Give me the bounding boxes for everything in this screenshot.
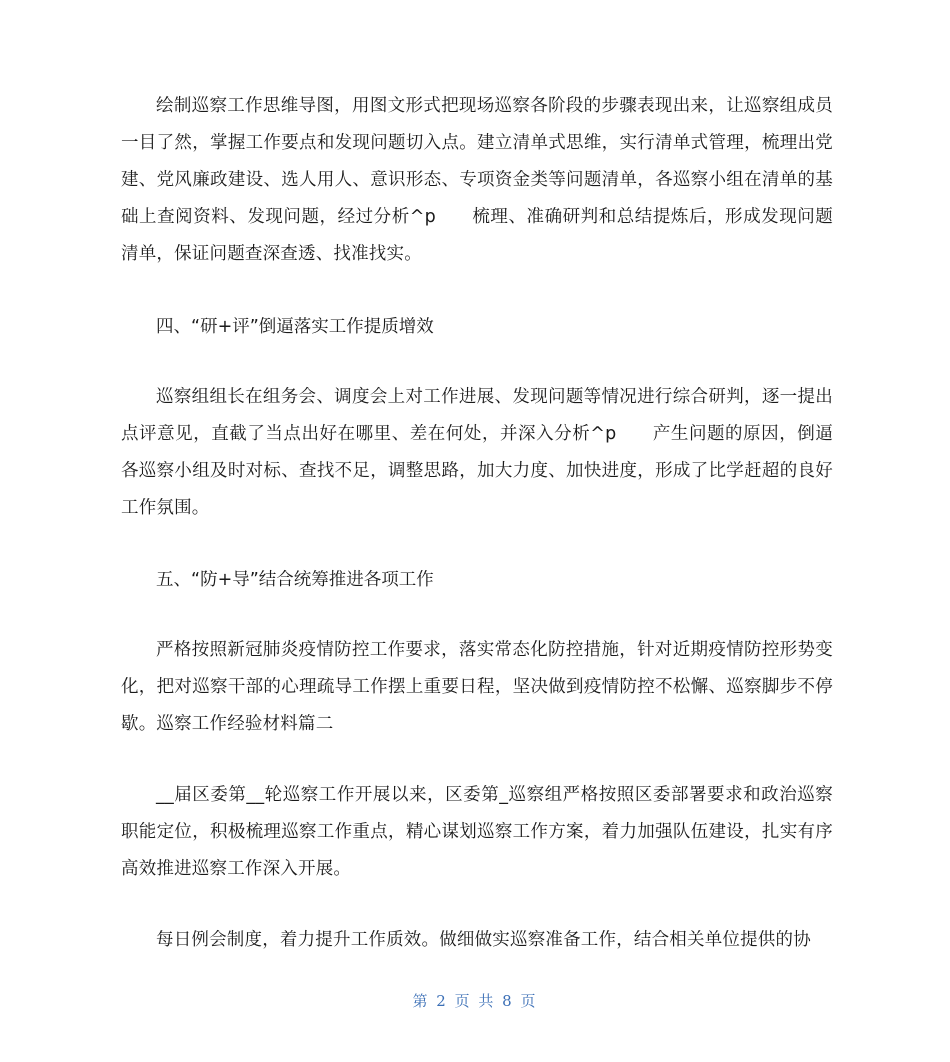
paragraph-daily-meeting: 每日例会制度，着力提升工作质效。做细做实巡察准备工作，结合相关单位提供的协: [156, 930, 811, 950]
paragraph-inspection-round: __届区委第__轮巡察工作开展以来，区委第_巡察组严格按照区委部署要求和政治巡察职能定位，积极梳理巡察工作重点，精心谋划巡察工作方案，着力加强队伍建设，扎实有序高效推进巡察工作深入开展。: [121, 785, 833, 879]
paragraph-research-review: 巡察组组长在组务会、调度会上对工作进展、发现问题等情况进行综合研判，逐一提出点评意见，直截了当点出好在哪里、差在何处，并深入分析^p 产生问题的原因，倒逼各巡察小组及时对标、查找不足，调整思路，加大力度、加快进度，形成了比学赶超的良好工作氛围。: [121, 387, 833, 518]
paragraph-mind-map: 绘制巡察工作思维导图，用图文形式把现场巡察各阶段的步骤表现出来，让巡察组成员一目了然，掌握工作要点和发现问题切入点。建立清单式思维，实行清单式管理，梳理出党建、党风廉政建设、选人用人、意识形态、专项资金类等问题清单，各巡察小组在清单的基础上查阅资料、发现问题，经过分析^p 梳理、准确研判和总结提炼后，形成发现问题清单，保证问题查深查透、找准找实。: [121, 96, 833, 264]
section-heading-five: 五、“防+导”结合统筹推进各项工作: [156, 570, 434, 590]
paragraph-epidemic-prevention: 严格按照新冠肺炎疫情防控工作要求，落实常态化防控措施，针对近期疫情防控形势变化，把对巡察干部的心理疏导工作摆上重要日程，坚决做到疫情防控不松懈、巡察脚步不停歇。巡察工作经验材料篇二: [121, 640, 833, 734]
page-number-footer: 第 2 页 共 8 页: [412, 992, 538, 1010]
section-heading-four: 四、“研+评”倒逼落实工作提质增效: [156, 317, 434, 337]
